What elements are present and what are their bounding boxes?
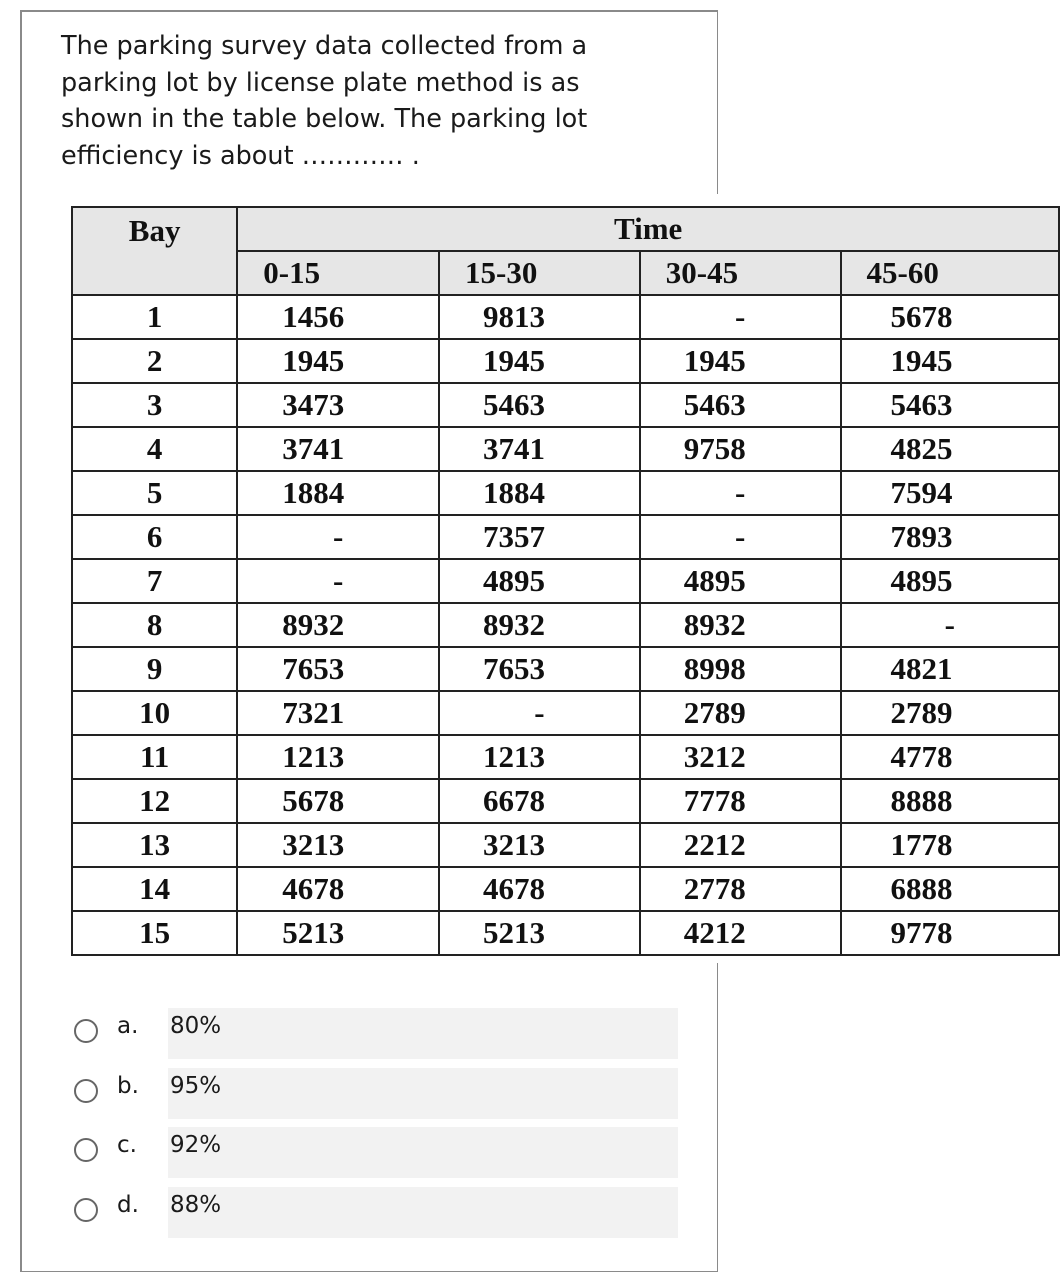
radio-button[interactable] [74, 1198, 98, 1222]
answer-options [72, 1008, 682, 1246]
plate-cell: 5678 [237, 779, 439, 823]
bay-number: 10 [72, 691, 237, 735]
plate-cell: 1778 [841, 823, 1060, 867]
bay-number: 13 [72, 823, 237, 867]
plate-cell: 6888 [841, 867, 1060, 911]
table-row [72, 911, 1059, 955]
plate-cell: 1456 [237, 295, 439, 339]
header-time: Time [237, 207, 1059, 251]
option-text: 95% [170, 1072, 222, 1099]
plate-cell: 9758 [640, 427, 841, 471]
plate-cell: - [640, 471, 841, 515]
plate-cell: 4895 [640, 559, 841, 603]
plate-cell: 1884 [439, 471, 640, 515]
plate-cell: 7778 [640, 779, 841, 823]
table-row [72, 295, 1059, 339]
plate-cell: 5463 [640, 383, 841, 427]
plate-cell: - [237, 559, 439, 603]
plate-cell: 9813 [439, 295, 640, 339]
plate-cell: 3473 [237, 383, 439, 427]
plate-cell: 2789 [640, 691, 841, 735]
plate-cell: 4825 [841, 427, 1060, 471]
plate-cell: 7653 [439, 647, 640, 691]
plate-cell: 1945 [439, 339, 640, 383]
table-row [72, 867, 1059, 911]
question-text: The parking survey data collected from a parking lot by license plate method is as shown in the table below. The parking lot efficiency is about ………… . [61, 31, 588, 171]
plate-cell: 4212 [640, 911, 841, 955]
survey-table-image [71, 206, 1060, 956]
plate-cell: - [237, 515, 439, 559]
plate-cell: 3213 [439, 823, 640, 867]
plate-cell: 4895 [841, 559, 1060, 603]
plate-cell: 7594 [841, 471, 1060, 515]
plate-cell: 4678 [237, 867, 439, 911]
card-border-top [20, 10, 718, 12]
option-letter: b. [117, 1072, 139, 1099]
plate-cell: 8932 [237, 603, 439, 647]
option-answer-box[interactable] [168, 1127, 678, 1178]
plate-cell: 7357 [439, 515, 640, 559]
plate-cell: 5678 [841, 295, 1060, 339]
plate-cell: 4895 [439, 559, 640, 603]
plate-cell: 3213 [237, 823, 439, 867]
bay-number: 3 [72, 383, 237, 427]
card-border-right-upper [717, 10, 719, 194]
table-row [72, 691, 1059, 735]
bay-number: 15 [72, 911, 237, 955]
option-letter: a. [117, 1013, 139, 1039]
option-text: 92% [170, 1132, 222, 1158]
plate-cell: 7653 [237, 647, 439, 691]
plate-cell: 8932 [640, 603, 841, 647]
table-row [72, 823, 1059, 867]
plate-cell: 5213 [439, 911, 640, 955]
plate-cell: 4778 [841, 735, 1060, 779]
plate-cell: 3741 [237, 427, 439, 471]
card-border-left [20, 10, 22, 1272]
plate-cell: 5463 [841, 383, 1060, 427]
plate-cell: 5213 [237, 911, 439, 955]
radio-button[interactable] [74, 1138, 98, 1162]
plate-cell: 8888 [841, 779, 1060, 823]
bay-number: 2 [72, 339, 237, 383]
plate-cell: 8998 [640, 647, 841, 691]
option-answer-box[interactable] [168, 1187, 678, 1238]
header-time-col: 45-60 [841, 251, 1060, 295]
option-answer-box[interactable] [168, 1008, 678, 1059]
plate-cell: 1213 [439, 735, 640, 779]
table-row [72, 603, 1059, 647]
plate-cell: 1945 [841, 339, 1060, 383]
option-text: 80% [170, 1013, 222, 1039]
plate-cell: 2789 [841, 691, 1060, 735]
plate-cell: 9778 [841, 911, 1060, 955]
table-row [72, 471, 1059, 515]
option-letter: d. [117, 1191, 139, 1218]
plate-cell: - [640, 295, 841, 339]
header-time-col: 0-15 [237, 251, 439, 295]
table-row [72, 559, 1059, 603]
plate-cell: 2212 [640, 823, 841, 867]
bay-number: 11 [72, 735, 237, 779]
option-c[interactable] [72, 1127, 682, 1178]
plate-cell: 1213 [237, 735, 439, 779]
header-bay: Bay [72, 207, 237, 295]
bay-number: 1 [72, 295, 237, 339]
header-time-col: 30-45 [640, 251, 841, 295]
plate-cell: 3212 [640, 735, 841, 779]
radio-button[interactable] [74, 1079, 98, 1103]
plate-cell: 1945 [640, 339, 841, 383]
bay-number: 4 [72, 427, 237, 471]
header-time-col: 15-30 [439, 251, 640, 295]
option-answer-box[interactable] [168, 1068, 678, 1119]
table-row [72, 515, 1059, 559]
bay-number: 5 [72, 471, 237, 515]
card-border-bottom [20, 1271, 718, 1273]
plate-cell: - [841, 603, 1060, 647]
option-a[interactable] [72, 1008, 682, 1059]
bay-number: 7 [72, 559, 237, 603]
card-border-right-lower [717, 963, 719, 1272]
bay-number: 6 [72, 515, 237, 559]
bay-number: 12 [72, 779, 237, 823]
plate-cell: 2778 [640, 867, 841, 911]
table-row [72, 647, 1059, 691]
plate-cell: 1945 [237, 339, 439, 383]
bay-number: 8 [72, 603, 237, 647]
option-letter: c. [117, 1132, 137, 1158]
plate-cell: 1884 [237, 471, 439, 515]
table-body [72, 295, 1059, 955]
plate-cell: 7893 [841, 515, 1060, 559]
table-row [72, 735, 1059, 779]
plate-cell: - [640, 515, 841, 559]
plate-cell: - [439, 691, 640, 735]
plate-cell: 4678 [439, 867, 640, 911]
option-b[interactable] [72, 1068, 682, 1119]
table-row [72, 427, 1059, 471]
plate-cell: 5463 [439, 383, 640, 427]
plate-cell: 3741 [439, 427, 640, 471]
plate-cell: 8932 [439, 603, 640, 647]
plate-cell: 6678 [439, 779, 640, 823]
table-row [72, 339, 1059, 383]
bay-number: 14 [72, 867, 237, 911]
option-d[interactable] [72, 1187, 682, 1238]
radio-button[interactable] [74, 1019, 98, 1043]
parking-survey-table [71, 206, 1060, 956]
table-row [72, 779, 1059, 823]
plate-cell: 4821 [841, 647, 1060, 691]
option-text: 88% [170, 1191, 222, 1218]
plate-cell: 7321 [237, 691, 439, 735]
table-row [72, 383, 1059, 427]
bay-number: 9 [72, 647, 237, 691]
